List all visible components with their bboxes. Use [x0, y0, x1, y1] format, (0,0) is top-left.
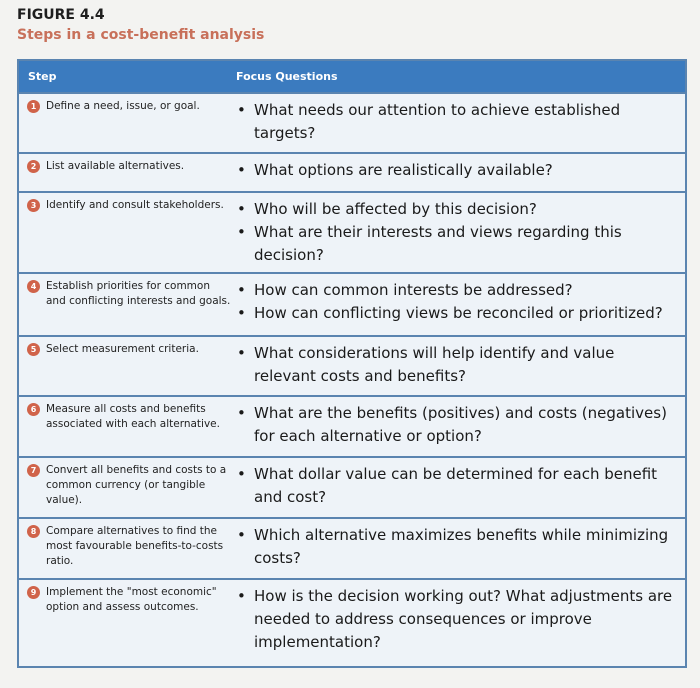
questions-cell [236, 154, 685, 191]
step-text: Define a need, issue, or goal. [46, 100, 200, 112]
step-cell [19, 193, 236, 272]
step-text: Identify and consult stakeholders. [46, 199, 224, 211]
bullet-icon: • [237, 465, 246, 483]
table-row [19, 517, 685, 578]
question-text: What are the benefits (positives) and costs (negatives) for each alternative or option? [254, 404, 667, 445]
focus-question [236, 198, 677, 221]
step-number-badge: 6 [27, 403, 40, 416]
bullet-icon: • [237, 304, 246, 322]
step-cell [19, 580, 236, 666]
question-text: What dollar value can be determined for each benefit and cost? [254, 465, 658, 506]
step-cell [19, 274, 236, 335]
questions-cell [236, 397, 685, 456]
question-text: What needs our attention to achieve established targets? [254, 101, 621, 142]
focus-question [236, 463, 677, 509]
bullet-icon: • [237, 526, 246, 544]
header-step: Step [28, 70, 57, 83]
bullet-icon: • [237, 200, 246, 218]
step-number-badge: 7 [27, 464, 40, 477]
focus-question [236, 221, 677, 267]
table-row [19, 335, 685, 395]
figure-title: Steps in a cost-benefit analysis [17, 27, 265, 43]
table-row [19, 92, 685, 152]
step-cell [19, 94, 236, 152]
focus-question [236, 524, 677, 570]
question-text: What are their interests and views regarding this decision? [254, 223, 622, 264]
step-number-badge: 3 [27, 199, 40, 212]
header-focus-questions: Focus Questions [236, 70, 338, 83]
step-text: Implement the "most economic" option and assess outcomes. [46, 586, 217, 613]
questions-cell [236, 193, 685, 272]
step-cell [19, 397, 236, 456]
step-text: List available alternatives. [46, 160, 185, 172]
questions-cell [236, 337, 685, 395]
table-header [19, 61, 685, 92]
bullet-icon: • [237, 344, 246, 362]
question-text: Who will be affected by this decision? [254, 200, 537, 218]
step-text: Measure all costs and benefits associated with each alternative. [46, 403, 220, 430]
bullet-icon: • [237, 587, 246, 605]
focus-question [236, 342, 677, 388]
bullet-icon: • [237, 404, 246, 422]
step-number-badge: 8 [27, 525, 40, 538]
questions-cell [236, 274, 685, 335]
focus-question [236, 402, 677, 448]
question-text: What options are realistically available? [254, 161, 553, 179]
bullet-icon: • [237, 281, 246, 299]
step-text: Establish priorities for common and conflicting interests and goals. [46, 280, 231, 307]
question-text: How can conflicting views be reconciled or prioritized? [254, 304, 663, 322]
step-cell [19, 519, 236, 578]
focus-question [236, 99, 677, 145]
focus-question [236, 302, 677, 325]
step-cell [19, 337, 236, 395]
focus-question [236, 279, 677, 302]
step-text: Compare alternatives to find the most favourable benefits-to-costs ratio. [46, 525, 224, 567]
table-row [19, 272, 685, 335]
questions-cell [236, 94, 685, 152]
bullet-icon: • [237, 101, 246, 119]
questions-cell [236, 458, 685, 517]
cost-benefit-table [17, 59, 687, 668]
question-text: How can common interests be addressed? [254, 281, 573, 299]
table-row [19, 152, 685, 191]
bullet-icon: • [237, 161, 246, 179]
question-text: Which alternative maximizes benefits while minimizing costs? [254, 526, 669, 567]
table-row [19, 578, 685, 666]
step-number-badge: 1 [27, 100, 40, 113]
step-text: Convert all benefits and costs to a common currency (or tangible value). [46, 464, 227, 506]
step-number-badge: 9 [27, 586, 40, 599]
step-number-badge: 5 [27, 343, 40, 356]
step-cell [19, 154, 236, 191]
step-number-badge: 2 [27, 160, 40, 173]
figure-label: FIGURE 4.4 [17, 7, 105, 23]
question-text: What considerations will help identify and value relevant costs and benefits? [254, 344, 615, 385]
step-number-badge: 4 [27, 280, 40, 293]
step-cell [19, 458, 236, 517]
question-text: How is the decision working out? What adjustments are needed to address consequences or improve implementation? [254, 587, 673, 651]
step-text: Select measurement criteria. [46, 343, 199, 355]
table-row [19, 191, 685, 272]
focus-question [236, 159, 677, 182]
questions-cell [236, 519, 685, 578]
questions-cell [236, 580, 685, 666]
table-row [19, 456, 685, 517]
bullet-icon: • [237, 223, 246, 241]
focus-question [236, 585, 677, 654]
table-row [19, 395, 685, 456]
